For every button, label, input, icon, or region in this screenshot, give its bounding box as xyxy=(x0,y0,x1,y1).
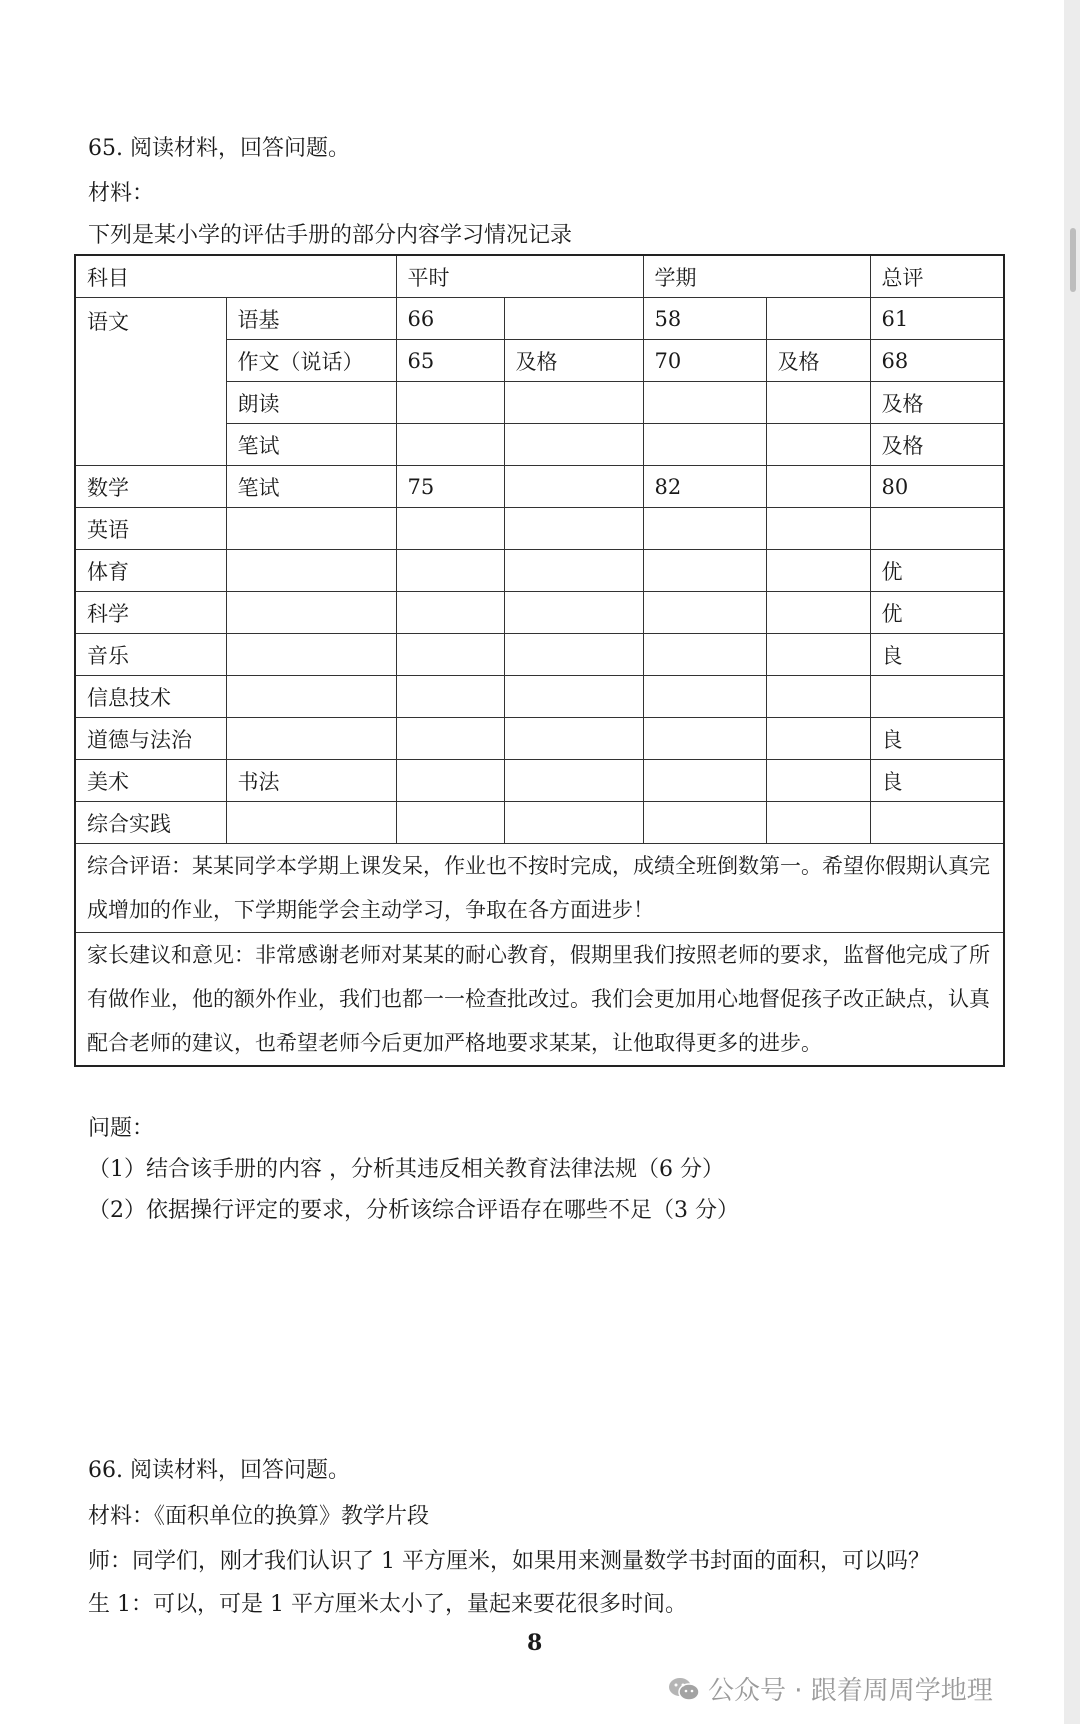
usual-score: 75 xyxy=(396,466,504,508)
q65-title: 65. 阅读材料，回答问题。 xyxy=(88,136,350,161)
usual-score xyxy=(396,508,504,550)
usual-score xyxy=(396,634,504,676)
term-score xyxy=(643,718,766,760)
subject-cell: 信息技术 xyxy=(75,676,226,718)
total-score xyxy=(870,508,1004,550)
table-row xyxy=(75,508,1004,550)
usual-note xyxy=(504,760,643,802)
table-row xyxy=(75,802,1004,844)
table-row xyxy=(75,718,1004,760)
item-cell xyxy=(226,634,396,676)
subject-cell: 美术 xyxy=(75,760,226,802)
subject-cell: 数学 xyxy=(75,466,226,508)
usual-score: 65 xyxy=(396,340,504,382)
q65-material-label: 材料： xyxy=(88,181,155,206)
term-score: 58 xyxy=(643,298,766,340)
table-row xyxy=(75,676,1004,718)
parent-comment: 家长建议和意见：非常感谢老师对某某的耐心教育，假期里我们按照老师的要求，监督他完成了所有做作业，他的额外作业，我们也都一一检查批改过。我们会更加用心地督促孩子改正缺点，认真配合老师的建议，也希望老师今后更加严格地要求某某，让他取得更多的进步。 xyxy=(75,933,1004,1067)
scrollbar-thumb[interactable] xyxy=(1070,228,1076,292)
item-cell: 笔试 xyxy=(226,424,396,466)
usual-note xyxy=(504,508,643,550)
term-note xyxy=(766,466,870,508)
evaluation-record-table xyxy=(74,254,1005,1067)
term-score: 82 xyxy=(643,466,766,508)
header-usual: 平时 xyxy=(396,255,643,298)
item-cell xyxy=(226,550,396,592)
question-1: （1）结合该手册的内容 ，分析其违反相关教育法律法规（6 分） xyxy=(88,1157,724,1182)
term-score xyxy=(643,676,766,718)
total-score xyxy=(870,676,1004,718)
subject-cell: 综合实践 xyxy=(75,802,226,844)
usual-score: 66 xyxy=(396,298,504,340)
item-cell: 笔试 xyxy=(226,466,396,508)
term-note: 及格 xyxy=(766,340,870,382)
usual-note xyxy=(504,424,643,466)
q66-title: 66. 阅读材料，回答问题。 xyxy=(88,1458,350,1483)
usual-score xyxy=(396,802,504,844)
usual-note xyxy=(504,382,643,424)
usual-note xyxy=(504,676,643,718)
item-cell xyxy=(226,676,396,718)
item-cell: 书法 xyxy=(226,760,396,802)
term-note xyxy=(766,298,870,340)
q65-intro: 下列是某小学的评估手册的部分内容学习情况记录 xyxy=(88,223,573,248)
term-note xyxy=(766,382,870,424)
item-cell: 朗读 xyxy=(226,382,396,424)
item-cell xyxy=(226,718,396,760)
term-note xyxy=(766,592,870,634)
term-note xyxy=(766,508,870,550)
term-score: 70 xyxy=(643,340,766,382)
usual-note xyxy=(504,718,643,760)
page-number: 8 xyxy=(527,1630,543,1656)
usual-score xyxy=(396,592,504,634)
usual-note: 及格 xyxy=(504,340,643,382)
subject-cell: 道德与法治 xyxy=(75,718,226,760)
term-note xyxy=(766,760,870,802)
total-score: 良 xyxy=(870,718,1004,760)
usual-score xyxy=(396,382,504,424)
table-row xyxy=(75,550,1004,592)
usual-note xyxy=(504,634,643,676)
table-row xyxy=(75,298,1004,340)
q66-material: 材料：《面积单位的换算》教学片段 xyxy=(88,1504,430,1529)
total-score: 61 xyxy=(870,298,1004,340)
usual-note xyxy=(504,592,643,634)
term-note xyxy=(766,550,870,592)
term-note xyxy=(766,676,870,718)
usual-note xyxy=(504,802,643,844)
table-row xyxy=(75,634,1004,676)
term-note xyxy=(766,634,870,676)
item-cell xyxy=(226,802,396,844)
header-term: 学期 xyxy=(643,255,870,298)
table-row xyxy=(75,592,1004,634)
term-score xyxy=(643,550,766,592)
item-cell: 作文（说话） xyxy=(226,340,396,382)
watermark-text: 公众号 · 跟着周周学地理 xyxy=(708,1676,993,1706)
total-score: 良 xyxy=(870,634,1004,676)
total-score: 80 xyxy=(870,466,1004,508)
usual-score xyxy=(396,550,504,592)
header-total: 总评 xyxy=(870,255,1004,298)
item-cell: 语基 xyxy=(226,298,396,340)
subject-cell: 英语 xyxy=(75,508,226,550)
subject-cell: 音乐 xyxy=(75,634,226,676)
item-cell xyxy=(226,508,396,550)
total-score: 及格 xyxy=(870,424,1004,466)
term-score xyxy=(643,382,766,424)
item-cell xyxy=(226,592,396,634)
usual-note xyxy=(504,298,643,340)
teacher-comment: 综合评语：某某同学本学期上课发呆，作业也不按时完成，成绩全班倒数第一。希望你假期认真完成增加的作业，下学期能学会主动学习，争取在各方面进步！ xyxy=(75,844,1004,933)
total-score: 及格 xyxy=(870,382,1004,424)
term-score xyxy=(643,592,766,634)
term-note xyxy=(766,424,870,466)
total-score xyxy=(870,802,1004,844)
term-score xyxy=(643,802,766,844)
term-note xyxy=(766,802,870,844)
term-note xyxy=(766,718,870,760)
usual-score xyxy=(396,718,504,760)
usual-note xyxy=(504,550,643,592)
subject-chinese: 语文 xyxy=(75,298,226,466)
usual-note xyxy=(504,466,643,508)
term-score xyxy=(643,508,766,550)
total-score: 优 xyxy=(870,592,1004,634)
usual-score xyxy=(396,424,504,466)
question-2: （2）依据操行评定的要求，分析该综合评语存在哪些不足（3 分） xyxy=(88,1198,739,1223)
usual-score xyxy=(396,676,504,718)
subject-cell: 科学 xyxy=(75,592,226,634)
watermark xyxy=(668,1670,993,1707)
total-score: 优 xyxy=(870,550,1004,592)
header-row xyxy=(75,255,1004,298)
wechat-icon xyxy=(668,1676,700,1702)
usual-score xyxy=(396,760,504,802)
term-score xyxy=(643,634,766,676)
total-score: 良 xyxy=(870,760,1004,802)
table-row xyxy=(75,760,1004,802)
term-score xyxy=(643,760,766,802)
total-score: 68 xyxy=(870,340,1004,382)
table-row xyxy=(75,844,1004,933)
q66-teacher-line: 师：同学们，刚才我们认识了 1 平方厘米，如果用来测量数学书封面的面积，可以吗？ xyxy=(88,1549,930,1574)
subject-cell: 体育 xyxy=(75,550,226,592)
table-row xyxy=(75,466,1004,508)
q66-student-line: 生 1：可以，可是 1 平方厘米太小了，量起来要花很多时间。 xyxy=(88,1592,687,1617)
questions-label: 问题： xyxy=(88,1116,155,1141)
term-score xyxy=(643,424,766,466)
header-subject: 科目 xyxy=(75,255,396,298)
table-row xyxy=(75,933,1004,1067)
